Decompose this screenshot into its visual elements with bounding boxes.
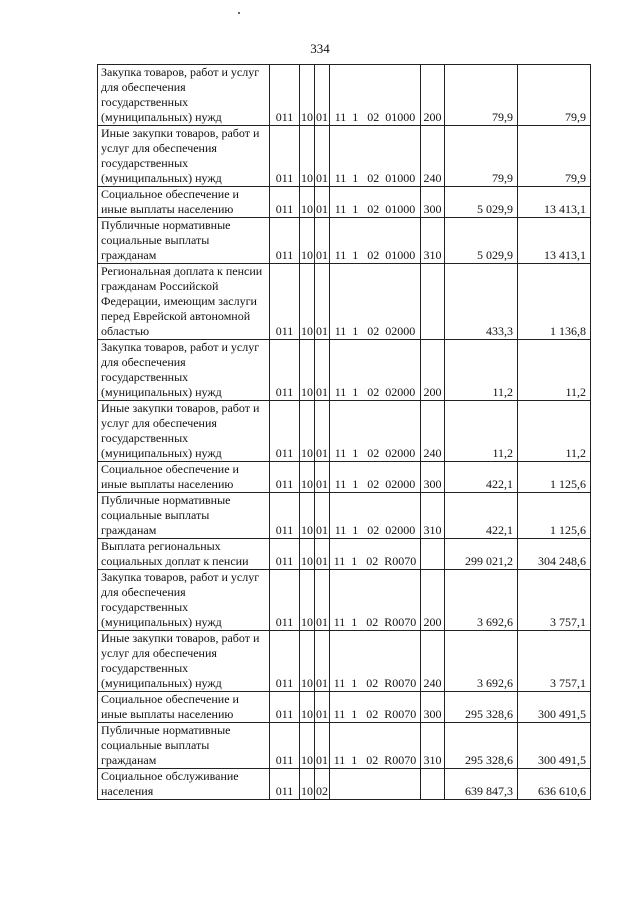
row-gr-code-cell: 011 — [270, 187, 300, 218]
row-section-code-cell: 10 — [300, 769, 315, 800]
row-subsection-code-cell: 01 — [315, 340, 330, 401]
row-amount-1-cell: 295 328,6 — [445, 692, 518, 723]
row-expense-type-cell: 310 — [421, 493, 445, 539]
row-section-code-cell: 10 — [300, 493, 315, 539]
row-subsection-code-cell: 01 — [315, 493, 330, 539]
row-subsection-code-cell: 01 — [315, 126, 330, 187]
row-amount-2-cell: 79,9 — [518, 126, 591, 187]
row-amount-1-cell: 433,3 — [445, 264, 518, 340]
row-amount-2-cell: 300 491,5 — [518, 723, 591, 769]
table-row — [98, 264, 591, 340]
row-section-code-cell: 10 — [300, 631, 315, 692]
row-amount-1-cell: 422,1 — [445, 493, 518, 539]
row-expense-type-cell: 310 — [421, 723, 445, 769]
row-amount-1-cell: 5 029,9 — [445, 218, 518, 264]
row-gr-code-cell: 011 — [270, 769, 300, 800]
row-name-cell: Иные закупки товаров, работ и услуг для обеспечения государственных (муниципальных) нужд — [98, 631, 270, 692]
row-gr-code-cell: 011 — [270, 539, 300, 570]
row-subsection-code-cell: 01 — [315, 723, 330, 769]
row-name-cell: Закупка товаров, работ и услуг для обеспечения государственных (муниципальных) нужд — [98, 65, 270, 126]
row-amount-2-cell: 3 757,1 — [518, 570, 591, 631]
row-expense-type-cell: 240 — [421, 401, 445, 462]
table-row — [98, 493, 591, 539]
row-gr-code-cell: 011 — [270, 631, 300, 692]
row-section-code-cell: 10 — [300, 126, 315, 187]
row-subsection-code-cell: 01 — [315, 462, 330, 493]
row-subsection-code-cell: 01 — [315, 570, 330, 631]
row-gr-code-cell: 011 — [270, 218, 300, 264]
row-subsection-code-cell: 01 — [315, 631, 330, 692]
table-row — [98, 401, 591, 462]
row-amount-1-cell: 11,2 — [445, 340, 518, 401]
scan-speck — [238, 12, 240, 14]
row-subsection-code-cell: 01 — [315, 401, 330, 462]
row-target-article-cell: 11 1 02 02000 — [330, 340, 421, 401]
row-subsection-code-cell: 01 — [315, 692, 330, 723]
row-name-cell: Социальное обеспечение и иные выплаты населению — [98, 462, 270, 493]
budget-table-body — [98, 65, 591, 800]
row-name-cell: Закупка товаров, работ и услуг для обеспечения государственных (муниципальных) нужд — [98, 570, 270, 631]
row-amount-1-cell: 422,1 — [445, 462, 518, 493]
row-target-article-cell: 11 1 02 R0070 — [330, 570, 421, 631]
row-expense-type-cell: 240 — [421, 631, 445, 692]
row-amount-1-cell: 79,9 — [445, 65, 518, 126]
table-row — [98, 340, 591, 401]
row-amount-2-cell: 79,9 — [518, 65, 591, 126]
row-amount-2-cell: 13 413,1 — [518, 218, 591, 264]
row-expense-type-cell — [421, 264, 445, 340]
table-row — [98, 723, 591, 769]
row-expense-type-cell: 300 — [421, 692, 445, 723]
row-gr-code-cell: 011 — [270, 462, 300, 493]
row-name-cell: Закупка товаров, работ и услуг для обеспечения государственных (муниципальных) нужд — [98, 340, 270, 401]
row-expense-type-cell: 300 — [421, 462, 445, 493]
row-section-code-cell: 10 — [300, 187, 315, 218]
row-section-code-cell: 10 — [300, 218, 315, 264]
row-section-code-cell: 10 — [300, 65, 315, 126]
page-number: 334 — [310, 41, 330, 56]
row-subsection-code-cell: 01 — [315, 187, 330, 218]
row-expense-type-cell — [421, 539, 445, 570]
row-expense-type-cell: 240 — [421, 126, 445, 187]
row-expense-type-cell: 300 — [421, 187, 445, 218]
table-row — [98, 218, 591, 264]
budget-table — [97, 64, 591, 800]
table-row — [98, 126, 591, 187]
row-name-cell: Социальное обслуживание населения — [98, 769, 270, 800]
row-amount-1-cell: 295 328,6 — [445, 723, 518, 769]
row-gr-code-cell: 011 — [270, 723, 300, 769]
row-gr-code-cell: 011 — [270, 340, 300, 401]
table-row — [98, 692, 591, 723]
table-row — [98, 769, 591, 800]
row-amount-2-cell: 13 413,1 — [518, 187, 591, 218]
row-name-cell: Публичные нормативные социальные выплаты гражданам — [98, 218, 270, 264]
row-target-article-cell: 11 1 02 02000 — [330, 462, 421, 493]
row-name-cell: Региональная доплата к пенсии гражданам Российской Федерации, имеющим заслуги перед Еврейской автономной областью — [98, 264, 270, 340]
row-section-code-cell: 10 — [300, 401, 315, 462]
row-section-code-cell: 10 — [300, 264, 315, 340]
row-target-article-cell — [330, 769, 421, 800]
row-amount-2-cell: 300 491,5 — [518, 692, 591, 723]
row-expense-type-cell: 200 — [421, 340, 445, 401]
row-expense-type-cell: 310 — [421, 218, 445, 264]
row-amount-2-cell: 636 610,6 — [518, 769, 591, 800]
row-target-article-cell: 11 1 02 02000 — [330, 264, 421, 340]
row-target-article-cell: 11 1 02 R0070 — [330, 723, 421, 769]
row-expense-type-cell: 200 — [421, 65, 445, 126]
row-section-code-cell: 10 — [300, 340, 315, 401]
row-amount-2-cell: 1 125,6 — [518, 493, 591, 539]
table-row — [98, 539, 591, 570]
row-section-code-cell: 10 — [300, 570, 315, 631]
row-expense-type-cell: 200 — [421, 570, 445, 631]
row-amount-1-cell: 3 692,6 — [445, 631, 518, 692]
row-target-article-cell: 11 1 02 01000 — [330, 218, 421, 264]
row-target-article-cell: 11 1 02 02000 — [330, 493, 421, 539]
row-name-cell: Публичные нормативные социальные выплаты гражданам — [98, 723, 270, 769]
row-target-article-cell: 11 1 02 R0070 — [330, 539, 421, 570]
row-subsection-code-cell: 01 — [315, 264, 330, 340]
row-name-cell: Социальное обеспечение и иные выплаты населению — [98, 187, 270, 218]
row-amount-2-cell: 1 136,8 — [518, 264, 591, 340]
row-amount-1-cell: 79,9 — [445, 126, 518, 187]
row-gr-code-cell: 011 — [270, 493, 300, 539]
row-name-cell: Социальное обеспечение и иные выплаты населению — [98, 692, 270, 723]
row-section-code-cell: 10 — [300, 539, 315, 570]
row-gr-code-cell: 011 — [270, 570, 300, 631]
row-subsection-code-cell: 01 — [315, 65, 330, 126]
row-expense-type-cell — [421, 769, 445, 800]
row-gr-code-cell: 011 — [270, 401, 300, 462]
row-target-article-cell: 11 1 02 R0070 — [330, 631, 421, 692]
row-name-cell: Публичные нормативные социальные выплаты гражданам — [98, 493, 270, 539]
row-subsection-code-cell: 02 — [315, 769, 330, 800]
row-name-cell: Иные закупки товаров, работ и услуг для обеспечения государственных (муниципальных) нужд — [98, 401, 270, 462]
row-target-article-cell: 11 1 02 02000 — [330, 401, 421, 462]
row-amount-2-cell: 11,2 — [518, 340, 591, 401]
table-row — [98, 631, 591, 692]
row-amount-2-cell: 3 757,1 — [518, 631, 591, 692]
row-section-code-cell: 10 — [300, 692, 315, 723]
row-gr-code-cell: 011 — [270, 264, 300, 340]
row-section-code-cell: 10 — [300, 462, 315, 493]
table-row — [98, 65, 591, 126]
row-gr-code-cell: 011 — [270, 692, 300, 723]
row-amount-2-cell: 1 125,6 — [518, 462, 591, 493]
row-amount-1-cell: 299 021,2 — [445, 539, 518, 570]
row-target-article-cell: 11 1 02 01000 — [330, 65, 421, 126]
row-name-cell: Иные закупки товаров, работ и услуг для обеспечения государственных (муниципальных) нужд — [98, 126, 270, 187]
row-amount-2-cell: 304 248,6 — [518, 539, 591, 570]
row-amount-1-cell: 3 692,6 — [445, 570, 518, 631]
row-target-article-cell: 11 1 02 01000 — [330, 126, 421, 187]
row-section-code-cell: 10 — [300, 723, 315, 769]
row-gr-code-cell: 011 — [270, 65, 300, 126]
table-row — [98, 187, 591, 218]
row-target-article-cell: 11 1 02 01000 — [330, 187, 421, 218]
row-amount-1-cell: 5 029,9 — [445, 187, 518, 218]
row-subsection-code-cell: 01 — [315, 218, 330, 264]
row-amount-2-cell: 11,2 — [518, 401, 591, 462]
row-subsection-code-cell: 01 — [315, 539, 330, 570]
table-row — [98, 570, 591, 631]
row-amount-1-cell: 11,2 — [445, 401, 518, 462]
row-target-article-cell: 11 1 02 R0070 — [330, 692, 421, 723]
row-name-cell: Выплата региональных социальных доплат к пенсии — [98, 539, 270, 570]
table-row — [98, 462, 591, 493]
row-amount-1-cell: 639 847,3 — [445, 769, 518, 800]
row-gr-code-cell: 011 — [270, 126, 300, 187]
